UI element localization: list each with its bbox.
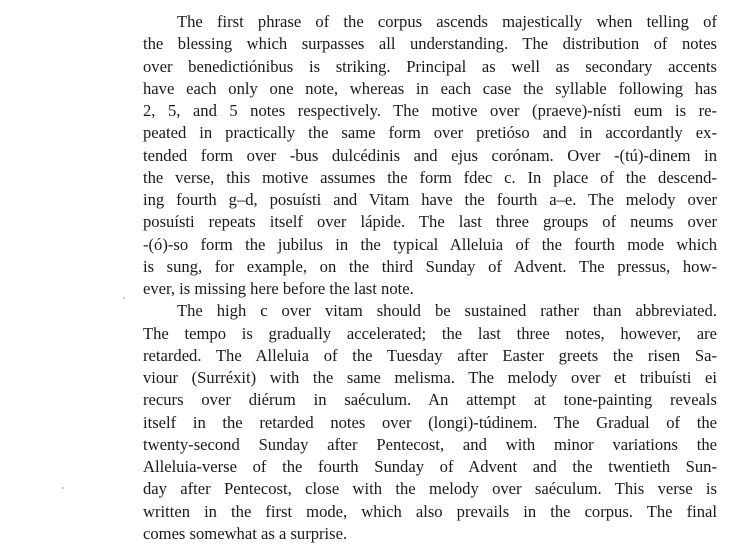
text-line: ing fourth g–d, posuísti and Vitam have the fourth a–e. The melody over: [143, 190, 717, 209]
text-line: 2, 5, and 5 notes respectively. The motive over (praeve)-nísti eum is re-: [143, 101, 717, 120]
text-line: The high c over vitam should be sustained rather than abbreviated.: [177, 301, 717, 321]
text-line: over benedictiónibus is striking. Principal as well as secondary accents: [143, 56, 717, 76]
text-line: Alleluia-verse of the fourth Sunday of Advent and the twentieth Sun-: [143, 457, 717, 476]
page-text: [143, 11, 717, 545]
text-line: written in the first mode, which also prevails in the corpus. The final: [143, 501, 717, 521]
text-line: twenty-second Sunday after Pentecost, and with minor variations the: [143, 434, 717, 454]
paragraph-1: [143, 11, 717, 300]
text-line: recurs over diérum in saéculum. An attempt at tone-painting reveals: [143, 390, 717, 410]
text-line: peated in practically the same form over pretióso and in accordantly ex-: [143, 123, 717, 143]
text-line: itself in the retarded notes over (longi)-túdinem. The Gradual of the: [143, 412, 717, 432]
paragraph-2: [143, 300, 717, 545]
text-line: ever, is missing here before the last note.: [143, 279, 414, 298]
scan-speck: [62, 487, 64, 489]
text-line: The first phrase of the corpus ascends majestically when telling of: [177, 12, 717, 31]
scan-speck: [123, 297, 125, 299]
text-line: have each only one note, whereas in each case the syllable following has: [143, 78, 717, 98]
text-line: -(ó)-so form the jubilus in the typical Alleluia of the fourth mode which: [143, 234, 717, 254]
text-line: is sung, for example, on the third Sunday of Advent. The pressus, how-: [143, 256, 717, 276]
text-line: viour (Surréxit) with the same melisma. The melody over et tribuísti ei: [143, 368, 717, 387]
text-line: comes somewhat as a surprise.: [143, 523, 348, 543]
text-line: retarded. The Alleluia of the Tuesday after Easter greets the risen Sa-: [143, 345, 717, 365]
text-line: the verse, this motive assumes the form fdec c. In place of the descend-: [143, 167, 717, 187]
text-line: posuísti repeats itself over lápide. The last three groups of neums over: [143, 212, 717, 232]
text-line: tended form over -bus dulcédinis and ejus corónam. Over -(tú)-dinem in: [143, 145, 717, 165]
text-line: day after Pentecost, close with the melody over saéculum. This verse is: [143, 479, 717, 499]
text-line: the blessing which surpasses all understanding. The distribution of notes: [143, 34, 717, 54]
text-line: The tempo is gradually accelerated; the last three notes, however, are: [143, 323, 717, 343]
